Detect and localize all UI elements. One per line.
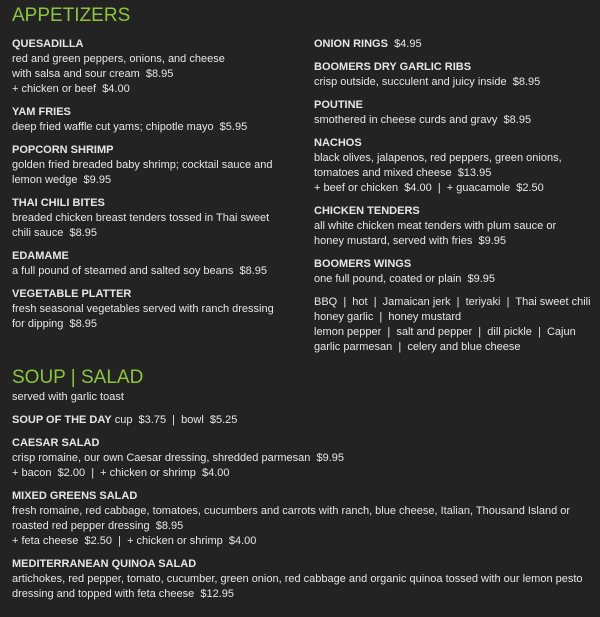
menu-item-description: fresh romaine, red cabbage, tomatoes, cucumbers and carrots with ranch, blue cheese, Italian, Thousand Island or xyxy=(12,505,571,517)
menu-item-description: smothered in cheese curds and gravy $8.95 xyxy=(314,114,532,126)
menu-item-name: ONION RINGS xyxy=(314,38,388,50)
menu-item-description: + feta cheese $2.50 | + chicken or shrimp $4.00 xyxy=(12,535,257,547)
menu-item-description: honey garlic | honey mustard xyxy=(314,311,462,323)
menu-item xyxy=(12,196,302,241)
menu-item xyxy=(12,105,302,135)
menu-item-description: artichokes, red pepper, tomato, cucumber, green onion, red cabbage and organic quinoa tossed with our lemon pesto xyxy=(12,573,583,585)
soup-salad-subtitle: served with garlic toast xyxy=(12,391,124,403)
menu-item xyxy=(314,204,600,249)
menu-item-description: honey mustard, served with fries $9.95 xyxy=(314,235,506,247)
menu-item-description: for dipping $8.95 xyxy=(12,318,98,330)
menu-item xyxy=(12,436,600,481)
menu-item-description: a full pound of steamed and salted soy beans $8.95 xyxy=(12,265,268,277)
menu-item-description: with salsa and sour cream $8.95 xyxy=(12,68,174,80)
menu-item-description: fresh seasonal vegetables served with ranch dressing xyxy=(12,303,274,315)
menu-item xyxy=(12,249,302,279)
menu-item-name: POUTINE xyxy=(314,99,363,111)
menu-item-name: QUESADILLA xyxy=(12,38,84,50)
menu-item xyxy=(314,60,600,90)
menu-item-description: + bacon $2.00 | + chicken or shrimp $4.00 xyxy=(12,467,230,479)
menu-item-name: BOOMERS DRY GARLIC RIBS xyxy=(314,61,472,73)
menu-item-name: SOUP OF THE DAY xyxy=(12,414,112,426)
menu-item-description: crisp outside, succulent and juicy inside $8.95 xyxy=(314,76,541,88)
menu-item-name: CHICKEN TENDERS xyxy=(314,205,420,217)
appetizers-right-column xyxy=(314,37,600,363)
menu-item xyxy=(12,287,302,332)
soup-salad-section xyxy=(12,390,600,610)
menu-item-header xyxy=(12,413,600,428)
menu-item-header xyxy=(314,37,600,52)
menu-item-description: roasted red pepper dressing $8.95 xyxy=(12,520,184,532)
menu-item-description: red and green peppers, onions, and cheese xyxy=(12,53,225,65)
menu-item-description: crisp romaine, our own Caesar dressing, shredded parmesan $9.95 xyxy=(12,452,345,464)
menu-item-name: THAI CHILI BITES xyxy=(12,197,105,209)
menu-item-price-inline: cup $3.75 | bowl $5.25 xyxy=(111,414,238,426)
menu-item-description: all white chicken meat tenders with plum sauce or xyxy=(314,220,557,232)
menu-item-description: tomatoes and mixed cheese $13.95 xyxy=(314,167,492,179)
menu-item-description: breaded chicken breast tenders tossed in Thai sweet xyxy=(12,212,270,224)
menu-item-name: CAESAR SALAD xyxy=(12,437,100,449)
menu-item-description: lemon pepper | salt and pepper | dill pickle | Cajun xyxy=(314,326,576,338)
menu-item xyxy=(12,557,600,602)
menu-item xyxy=(12,143,302,188)
menu-item-name: EDAMAME xyxy=(12,250,69,262)
menu-item xyxy=(314,37,600,52)
menu-item-name: BOOMERS WINGS xyxy=(314,258,412,270)
menu-item-name: POPCORN SHRIMP xyxy=(12,144,114,156)
menu-item-description: garlic parmesan | celery and blue cheese xyxy=(314,341,521,353)
soup-salad-heading: SOUP | SALAD xyxy=(12,367,144,388)
menu-item xyxy=(12,37,302,97)
appetizers-heading: APPETIZERS xyxy=(12,5,131,26)
menu-item-name: MIXED GREENS SALAD xyxy=(12,490,138,502)
menu-item-description: one full pound, coated or plain $9.95 xyxy=(314,273,496,285)
menu-item-description: BBQ | hot | Jamaican jerk | teriyaki | Thai sweet chili xyxy=(314,296,591,308)
menu-item-description: deep fried waffle cut yams; chipotle mayo $5.95 xyxy=(12,121,248,133)
appetizers-left-column xyxy=(12,37,302,340)
menu-item xyxy=(12,413,600,428)
menu-item-name: MEDITERRANEAN QUINOA SALAD xyxy=(12,558,197,570)
menu-item xyxy=(12,489,600,549)
menu-item-price-inline: $4.95 xyxy=(387,38,422,50)
menu-item-description: + chicken or beef $4.00 xyxy=(12,83,130,95)
menu-item xyxy=(314,257,600,287)
menu-item-description: golden fried breaded baby shrimp; cocktail sauce and xyxy=(12,159,273,171)
menu-item-description: + beef or chicken $4.00 | + guacamole $2.50 xyxy=(314,182,544,194)
menu-item-name: YAM FRIES xyxy=(12,106,71,118)
menu-item-description: dressing and topped with feta cheese $12.95 xyxy=(12,588,234,600)
soup-salad-items xyxy=(12,413,600,602)
menu-item xyxy=(314,136,600,196)
menu-item-description: black olives, jalapenos, red peppers, green onions, xyxy=(314,152,562,164)
menu-item xyxy=(314,295,600,355)
menu-item-description: chili sauce $8.95 xyxy=(12,227,97,239)
menu-item-description: lemon wedge $9.95 xyxy=(12,174,112,186)
menu-item xyxy=(314,98,600,128)
menu-item-name: VEGETABLE PLATTER xyxy=(12,288,132,300)
menu-item-name: NACHOS xyxy=(314,137,362,149)
